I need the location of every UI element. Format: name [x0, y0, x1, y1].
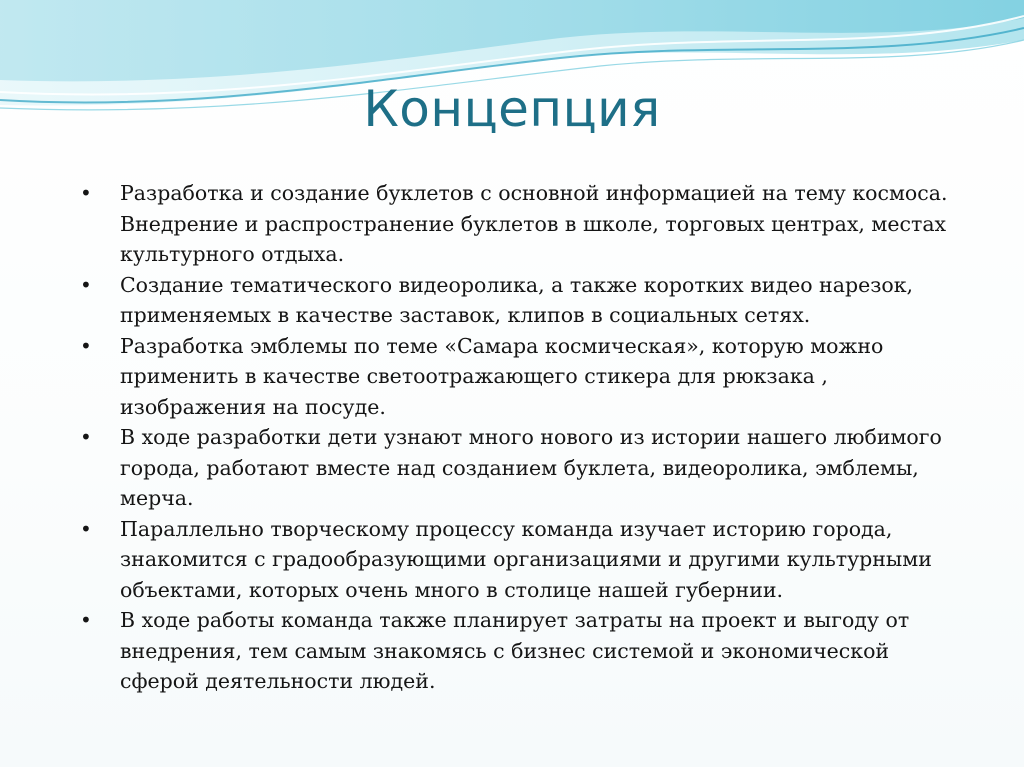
bullet-marker: • — [80, 516, 92, 541]
bullet-item — [80, 514, 960, 606]
bullet-marker: • — [80, 272, 92, 297]
bullet-text: Разработка эмблемы по теме «Самара космическая», которую можно применить в качестве светоотражающего стикера для рюкзака , изображения на посуде. — [120, 333, 884, 419]
bullet-text: Разработка и создание буклетов с основной информацией на тему космоса. Внедрение и распространение буклетов в школе, торговых центрах, местах культурного отдыха. — [120, 181, 948, 266]
bullet-item — [80, 178, 960, 270]
bullet-text: В ходе разработки дети узнают много нового из истории нашего любимого города, работают вместе над созданием буклета, видеоролика, эмблемы, мерча. — [120, 425, 942, 510]
bullet-item — [80, 270, 960, 331]
bullet-marker: • — [80, 608, 92, 632]
bullet-text: Параллельно творческому процессу команда изучает историю города, знакомится с градообразующими организациями и другими культурными объектами, которых очень много в столице нашей губернии. — [120, 516, 932, 602]
bullet-marker: • — [80, 181, 92, 205]
bullet-list — [80, 178, 960, 697]
bullet-item — [80, 605, 960, 697]
bullet-marker: • — [80, 333, 92, 358]
bullet-item — [80, 331, 960, 423]
bullet-text: Создание тематического видеоролика, а также коротких видео нарезок, применяемых в качестве заставок, клипов в социальных сетях. — [120, 272, 914, 327]
bullet-text: В ходе работы команда также планирует затраты на проект и выгоду от внедрения, тем самым знакомясь с бизнес системой и экономической сферой деятельности людей. — [120, 608, 910, 693]
slide-title: Концепция — [363, 80, 661, 138]
bullet-item — [80, 422, 960, 514]
bullet-marker: • — [80, 425, 92, 449]
